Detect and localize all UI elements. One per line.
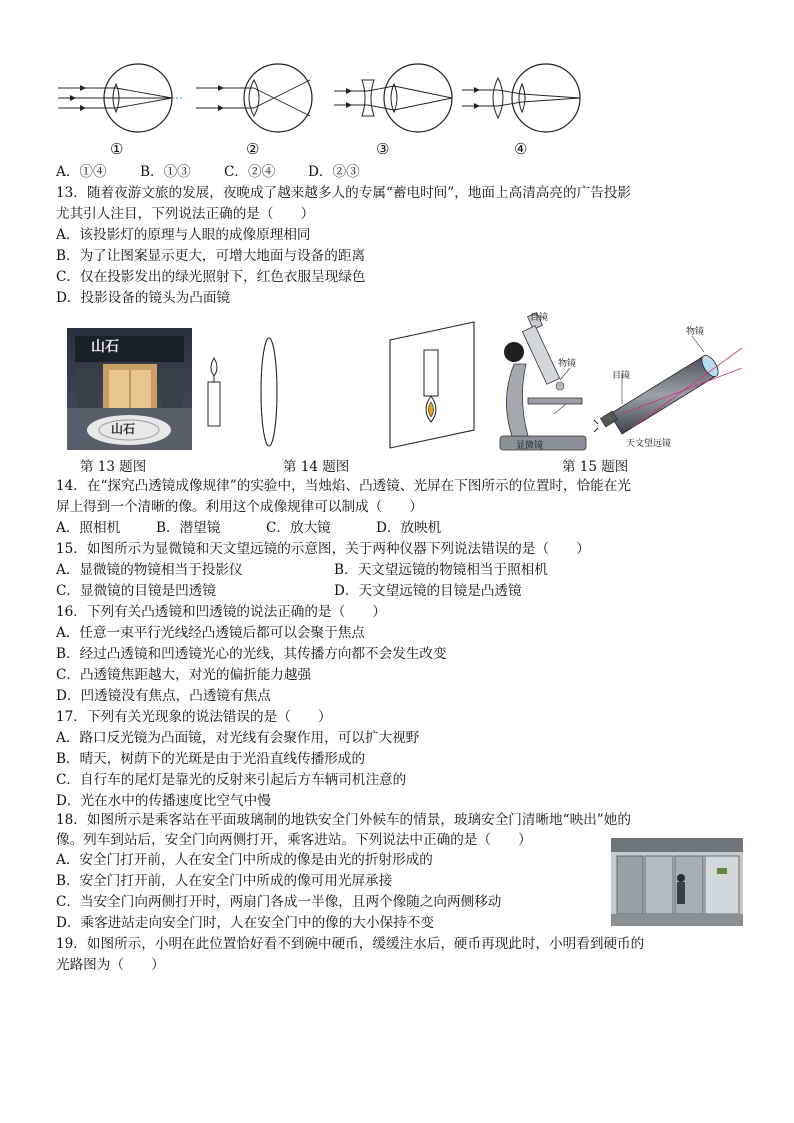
candle-figure [204,356,224,428]
q15-option-b: B．天文望远镜的物镜相当于照相机 [334,562,548,578]
q18-stem-line2: 像。列车到站后，安全门向两侧打开，乘客进站。下列说法中正确的是（ ） [56,832,532,848]
convex-lens [256,336,282,448]
q14-options [56,518,441,539]
telescope-eyepiece-label: 目镜 [612,371,631,381]
eye-label-2: ② [246,140,260,158]
q18-option-a: A．安全门打开前，人在安全门中所成的像是由光的折射形成的 [56,852,433,868]
figure-caption-13: 第 13 题图 [80,459,147,475]
q19-stem-line2: 光路图为（ ） [56,957,165,973]
telescope-figure [592,318,742,454]
q12-option-a: A．①④ [56,164,107,180]
q15-options-row1 [56,560,548,581]
subway-door-photo [611,838,743,926]
q15-option-d: D．天文望远镜的目镜是凸透镜 [334,583,522,599]
eye-label-3: ③ [376,140,390,158]
q13-option-d: D．投影设备的镜头为凸面镜 [56,290,231,306]
q13-option-b: B．为了让图案显示更大，可增大地面与设备的距离 [56,248,366,264]
q17-option-a: A．路口反光镜为凸面镜，对光线有会聚作用，可以扩大视野 [56,730,420,746]
q12-option-d: D．②③ [308,164,360,180]
projection-floor-text: 山石 [111,422,136,436]
q18-option-b: B．安全门打开前，人在安全门中所成的像可用光屏承接 [56,873,393,889]
q16-option-b: B．经过凸透镜和凹透镜光心的光线，其传播方向都不会发生改变 [56,646,447,662]
q15-option-c: C．显微镜的目镜是凹透镜 [56,583,216,599]
eye-label-1: ① [110,140,124,158]
q16-option-d: D．凹透镜没有焦点，凸透镜有焦点 [56,688,271,704]
figure-caption-15: 第 15 题图 [562,459,629,475]
q16-option-a: A．任意一束平行光线经凸透镜后都可以会聚于焦点 [56,625,365,641]
q12-option-c: C．②④ [224,164,276,180]
q13-option-a: A．该投影灯的原理与人眼的成像原理相同 [56,227,311,243]
eye-diagram-1 [56,58,186,138]
projection-photo [67,328,192,450]
q14-stem-line1: 14．在“探究凸透镜成像规律”的实验中，当烛焰、凸透镜、光屏在下图所示的位置时，恰能在光 [56,478,631,494]
q12-options [56,162,360,183]
q18-option-d: D．乘客进站走向安全门时，人在安全门中的像的大小保持不变 [56,915,434,931]
q13-stem-line1: 13．随着夜游文旅的发展，夜晚成了越来越多人的专属“蓄电时间”，地面上高清高亮的广告投影 [56,185,631,201]
q14-option-c: C．放大镜 [266,520,331,536]
figure-caption-14: 第 14 题图 [283,459,350,475]
telescope-name-label: 天文望远镜 [626,439,672,449]
microscope-name-label: 显微镜 [516,441,544,451]
q17-stem: 17．下列有关光现象的说法错误的是（ ） [56,709,332,725]
q16-stem: 16．下列有关凸透镜和凹透镜的说法正确的是（ ） [56,604,386,620]
q14-stem-line2: 屏上得到一个清晰的像。利用这个成像规律可以制成（ ） [56,499,424,515]
q18-stem-line1: 18．如图所示是乘客站在平面玻璃制的地铁安全门外候车的情景，玻璃安全门清晰地“映出”她的 [56,812,631,828]
q14-option-b: B．潜望镜 [156,520,221,536]
q17-option-c: C．自行车的尾灯是靠光的反射来引起后方车辆司机注意的 [56,772,407,788]
eye-diagram-4 [462,58,592,138]
q17-option-d: D．光在水中的传播速度比空气中慢 [56,793,271,809]
q19-stem-line1: 19．如图所示，小明在此位置恰好看不到碗中硬币，缓缓注水后，硬币再现此时，小明看到硬币的 [56,936,645,952]
eye-diagram-3 [334,58,464,138]
q15-option-a: A．显微镜的物镜相当于投影仪 [56,562,243,578]
light-screen [386,320,478,450]
q17-option-b: B．晴天，树荫下的光斑是由于光沿直线传播形成的 [56,751,366,767]
q15-stem: 15．如图所示为显微镜和天文望远镜的示意图，关于两种仪器下列说法错误的是（ ） [56,541,590,557]
q15-options-row2 [56,581,522,602]
eye-label-4: ④ [514,140,528,158]
q13-option-c: C．仅在投影发出的绿光照射下，红色衣服呈现绿色 [56,269,366,285]
telescope-objective-label: 物镜 [686,327,705,337]
projection-sign-text: 山石 [91,339,119,355]
q12-option-b: B．①③ [140,164,191,180]
q13-stem-line2: 尤其引人注目，下列说法正确的是（ ） [56,206,315,222]
eye-diagram-2 [196,58,326,138]
microscope-objective-label: 物镜 [558,359,577,369]
q14-option-a: A．照相机 [56,520,121,536]
q18-option-c: C．当安全门向两侧打开时，两扇门各成一半像，且两个像随之向两侧移动 [56,894,502,910]
q14-option-d: D．放映机 [376,520,442,536]
microscope-eyepiece-label: 目镜 [530,313,549,323]
q16-option-c: C．凸透镜焦距越大，对光的偏折能力越强 [56,667,312,683]
microscope-figure [494,308,594,454]
